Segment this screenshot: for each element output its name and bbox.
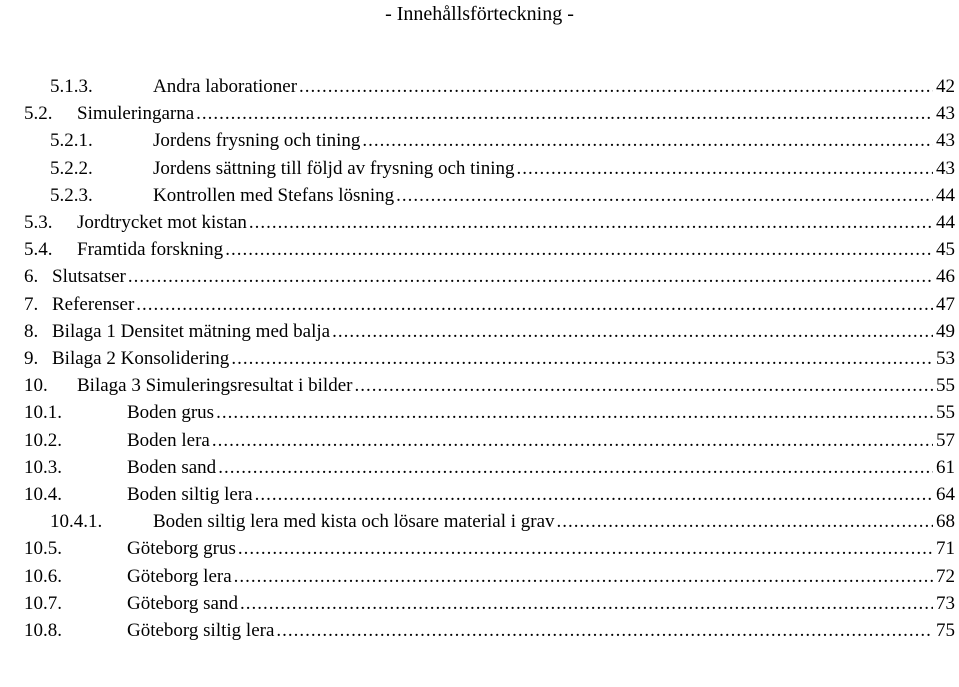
toc-entry-title: Bilaga 2 Konsolidering [52, 348, 230, 369]
toc-entry-title: Göteborg lera [127, 565, 232, 587]
dot-leader [212, 426, 933, 455]
toc-entry-number: 10. [24, 375, 48, 397]
toc-entry-title: Jordtrycket mot kistan [77, 212, 247, 233]
toc-entry-page-number: 44 [936, 212, 955, 233]
toc-entry[interactable] [0, 126, 959, 155]
toc-entry-page-number: 49 [936, 320, 955, 342]
toc-entry-number: 5.2.3. [50, 184, 93, 206]
toc-entry[interactable] [0, 534, 959, 563]
toc-entry-title: Jordens sättning till följd av frysning och tining [153, 157, 515, 179]
toc-entry-page-number: 43 [936, 157, 955, 179]
toc-entry-number: 10.7. [24, 592, 62, 614]
dot-leader [136, 290, 933, 319]
toc-entry[interactable] [0, 398, 959, 427]
dot-leader [354, 371, 933, 400]
toc-entry-page-number: 47 [936, 293, 955, 315]
dot-leader [216, 398, 933, 427]
toc-entry[interactable] [0, 317, 959, 346]
toc-entry-page-number: 55 [936, 375, 955, 397]
toc-entry-title: Göteborg grus [127, 538, 236, 560]
toc-entry-number: 10.1. [24, 402, 62, 424]
toc-entry-page-number: 43 [936, 103, 955, 125]
dot-leader [238, 534, 933, 563]
toc-entry-title: Boden sand [127, 456, 217, 478]
toc-entry-title: Kontrollen med Stefans lösning [153, 184, 395, 206]
toc-entry-number: 5.4. [24, 239, 53, 261]
toc-entry[interactable] [0, 99, 959, 128]
dot-leader [557, 507, 933, 536]
dot-leader [249, 208, 933, 237]
dot-leader [517, 154, 934, 183]
toc-entry-title: Boden grus [127, 402, 215, 424]
toc-entry-page-number: 61 [936, 456, 955, 478]
toc-entry-page-number: 55 [936, 402, 955, 424]
dot-leader [332, 317, 933, 346]
toc-entry-title: Göteborg sand [127, 592, 238, 614]
toc-entry-number: 10.4.1. [50, 511, 103, 533]
toc-entry-number: 10.5. [24, 538, 62, 560]
toc-entry-number: 10.4. [24, 484, 62, 505]
toc-entry-number: 7. [24, 293, 39, 315]
toc-entry[interactable] [0, 453, 959, 482]
toc-entry-page-number: 72 [936, 565, 955, 587]
toc-entry-title: Andra laborationer [153, 76, 298, 97]
toc-entry-page-number: 44 [936, 184, 955, 206]
toc-entry-title: Boden siltig lera [127, 484, 253, 505]
dot-leader [362, 126, 933, 155]
toc-entry-title: Jordens frysning och tining [153, 130, 361, 152]
toc-entry[interactable] [0, 290, 959, 319]
toc-entry-page-number: 57 [936, 429, 955, 451]
toc-entry[interactable] [0, 154, 959, 183]
toc-entry[interactable] [0, 181, 959, 210]
toc-entry-number: 5.2.2. [50, 157, 93, 179]
toc-entry[interactable] [0, 235, 959, 264]
toc-entry-page-number: 75 [936, 620, 955, 641]
toc-entry-number: 8. [24, 320, 39, 342]
toc-entry-number: 10.8. [24, 620, 62, 641]
toc-entry[interactable] [0, 72, 959, 101]
dot-leader [299, 72, 933, 101]
toc-entry[interactable] [0, 371, 959, 400]
toc-entry[interactable] [0, 262, 959, 291]
toc-entry[interactable] [0, 562, 959, 591]
dot-leader [276, 616, 933, 645]
toc-entry-number: 5.2. [24, 103, 53, 125]
toc-entry-number: 10.2. [24, 429, 62, 451]
toc-entry-page-number: 64 [936, 484, 955, 505]
toc-entry-title: Bilaga 1 Densitet mätning med balja [52, 320, 331, 342]
toc-entry-title: Bilaga 3 Simuleringsresultat i bilder [77, 375, 353, 397]
dot-leader [218, 453, 933, 482]
toc-entry[interactable] [0, 426, 959, 455]
toc-entry-page-number: 45 [936, 239, 955, 261]
toc-entry-page-number: 68 [936, 511, 955, 533]
toc-entry-number: 6. [24, 266, 39, 288]
toc-entry-page-number: 71 [936, 538, 955, 560]
toc-entry-page-number: 46 [936, 266, 955, 288]
toc-entry-title: Referenser [52, 293, 135, 315]
toc-entry[interactable] [0, 344, 959, 373]
toc-entry-number: 10.3. [24, 456, 62, 478]
toc-entry[interactable] [0, 507, 959, 536]
toc-entry-page-number: 42 [936, 76, 955, 97]
toc-entry[interactable] [0, 616, 959, 645]
toc-entry[interactable] [0, 480, 959, 509]
toc-entry-number: 5.2.1. [50, 130, 93, 152]
toc-entry-page-number: 73 [936, 592, 955, 614]
toc-entry-title: Boden siltig lera med kista och lösare material i grav [153, 511, 555, 533]
toc-entry-page-number: 53 [936, 348, 955, 369]
dot-leader [231, 344, 933, 373]
toc-entry-number: 10.6. [24, 565, 62, 587]
dot-leader [240, 589, 933, 618]
dot-leader [396, 181, 933, 210]
toc-entry[interactable] [0, 589, 959, 618]
toc-entry-title: Framtida forskning [77, 239, 224, 261]
page-title: - Innehållsförteckning - [385, 3, 574, 25]
dot-leader [234, 562, 933, 591]
dot-leader [225, 235, 933, 264]
dot-leader [128, 262, 933, 291]
toc-entry-number: 5.1.3. [50, 76, 93, 97]
toc-entry-number: 5.3. [24, 212, 53, 233]
toc-entry-title: Simuleringarna [77, 103, 195, 125]
toc-entry-page-number: 43 [936, 130, 955, 152]
dot-leader [196, 99, 933, 128]
toc-entry-title: Boden lera [127, 429, 210, 451]
toc-entry-number: 9. [24, 348, 39, 369]
toc-entry[interactable] [0, 208, 959, 237]
toc-entry-title: Göteborg siltig lera [127, 620, 275, 641]
dot-leader [255, 480, 933, 509]
toc-entry-title: Slutsatser [52, 266, 126, 288]
